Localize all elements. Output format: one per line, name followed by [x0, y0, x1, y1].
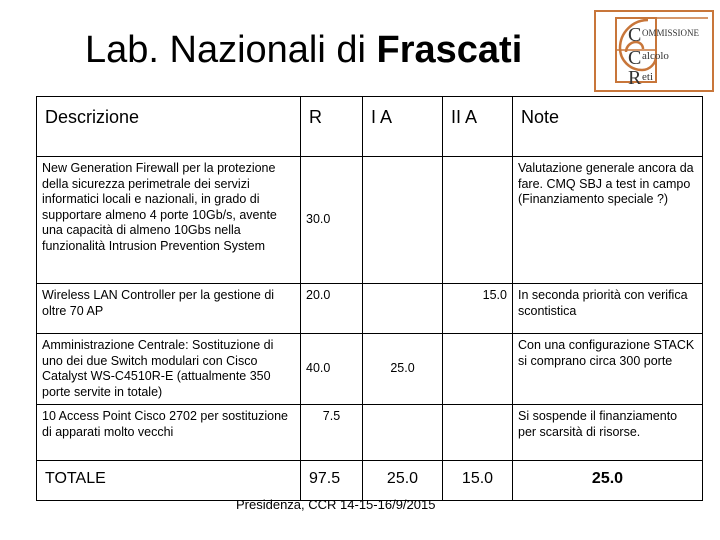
row-iia — [443, 157, 513, 284]
row-ia — [363, 405, 443, 461]
row-ia — [363, 157, 443, 284]
table-header-row — [37, 97, 703, 157]
row-description: New Generation Firewall per la protezione della sicurezza perimetrale dei servizi informatici locali e nazionali, in grado di supportare almeno 4 porte 10Gb/s, avente una capacità di almeno 10Gbs nella funzionalità Intrusion Prevention System — [37, 157, 301, 284]
row-r: 30.0 — [301, 157, 363, 284]
total-note: 25.0 — [513, 461, 703, 501]
header-iia: II A — [443, 97, 513, 157]
table-row — [37, 334, 703, 405]
row-r: 40.0 — [301, 334, 363, 405]
page-title — [85, 28, 522, 72]
logo-letter-c1: C — [628, 24, 642, 46]
row-r: 20.0 — [301, 284, 363, 334]
row-note: Con una configurazione STACK si comprano circa 300 porte — [513, 334, 703, 405]
row-iia — [443, 405, 513, 461]
logo-line-1: OMMISSIONE — [642, 28, 700, 38]
total-row — [37, 461, 703, 501]
ccr-logo-graphic — [596, 12, 712, 90]
total-ia: 25.0 — [363, 461, 443, 501]
total-r: 97.5 — [301, 461, 363, 501]
row-note: Si sospende il finanziamento per scarsità di risorse. — [513, 405, 703, 461]
row-description: Wireless LAN Controller per la gestione di oltre 70 AP — [37, 284, 301, 334]
row-ia — [363, 284, 443, 334]
row-r: 7.5 — [301, 405, 363, 461]
row-description: Amministrazione Centrale: Sostituzione di uno dei due Switch modulari con Cisco Catalyst WS-C4510R-E (attualmente 350 porte servite in totale) — [37, 334, 301, 405]
row-note: Valutazione generale ancora da fare. CMQ SBJ a test in campo (Finanziamento speciale ?) — [513, 157, 703, 284]
header-note: Note — [513, 97, 703, 157]
logo-line-3: eti — [642, 71, 653, 83]
total-label: TOTALE — [37, 461, 301, 501]
table-row — [37, 157, 703, 284]
row-ia: 25.0 — [363, 334, 443, 405]
header-descrizione: Descrizione — [37, 97, 301, 157]
logo-line-2: alcolo — [642, 50, 669, 62]
row-note: In seconda priorità con verifica scontistica — [513, 284, 703, 334]
table-row — [37, 405, 703, 461]
header-r: R — [301, 97, 363, 157]
row-description: 10 Access Point Cisco 2702 per sostituzione di apparati molto vecchi — [37, 405, 301, 461]
logo-letter-c2: C — [628, 47, 642, 69]
footer-text: Presidenza, CCR 14-15-16/9/2015 — [236, 497, 436, 512]
title-bold: Frascati — [376, 29, 523, 71]
ccr-logo — [594, 10, 714, 92]
budget-table — [36, 96, 703, 501]
header-ia: I A — [363, 97, 443, 157]
row-iia: 15.0 — [443, 284, 513, 334]
total-iia: 15.0 — [443, 461, 513, 501]
table-row — [37, 284, 703, 334]
title-normal: Lab. Nazionali di — [85, 29, 377, 71]
logo-letter-r: R — [628, 67, 642, 89]
row-iia — [443, 334, 513, 405]
